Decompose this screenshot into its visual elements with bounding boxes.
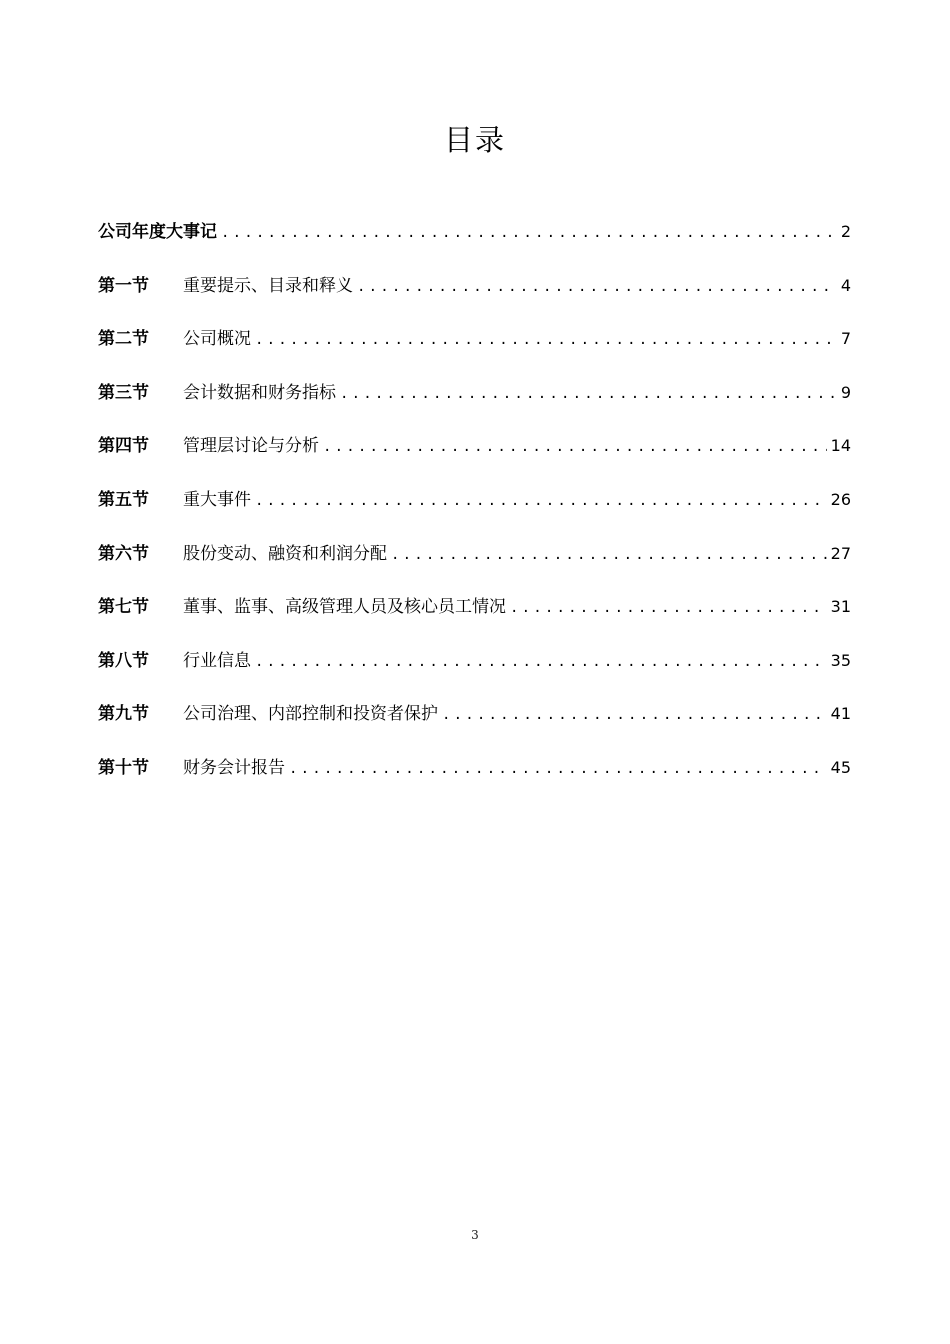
- toc-entry-page: 27: [830, 543, 851, 563]
- toc-entry[interactable]: [98, 537, 851, 591]
- toc-entry-page: 41: [830, 704, 851, 724]
- toc-leader-dots: [255, 484, 827, 518]
- toc-entry-page: 31: [830, 597, 851, 617]
- toc-entry-section: 第二节: [98, 329, 149, 350]
- toc-entry-page: 14: [830, 436, 851, 456]
- toc-leader-dots: [442, 698, 827, 732]
- toc-entry-page: 45: [830, 757, 851, 777]
- toc-entry-section: 第九节: [98, 704, 149, 725]
- toc-entry-title: 重要提示、目录和释义: [183, 275, 353, 296]
- toc-leader-dots: [340, 377, 837, 411]
- toc-entry[interactable]: [98, 697, 851, 751]
- toc-leader-dots: [255, 323, 837, 357]
- toc-entry[interactable]: [98, 376, 851, 430]
- toc-entry[interactable]: [98, 483, 851, 537]
- toc-entry-title: 公司治理、内部控制和投资者保护: [183, 704, 438, 725]
- toc-entry-title: 会计数据和财务指标: [183, 382, 336, 403]
- toc-entry-section: 第一节: [98, 275, 149, 296]
- toc-entry[interactable]: [98, 644, 851, 698]
- toc-entry-section: 第六节: [98, 543, 149, 564]
- toc-entry-section: 第四节: [98, 436, 149, 457]
- toc-entry-title: 董事、监事、高级管理人员及核心员工情况: [183, 597, 506, 618]
- toc-entry-section: 第五节: [98, 489, 149, 510]
- toc-entry-page: 7: [840, 329, 851, 349]
- toc-leader-dots: [255, 645, 827, 679]
- toc-entry[interactable]: [98, 590, 851, 644]
- toc-entry-title: 管理层讨论与分析: [183, 436, 319, 457]
- toc-entry-title: 重大事件: [183, 489, 251, 510]
- toc-leader-dots: [289, 752, 827, 786]
- toc-entry-page: 4: [840, 275, 851, 295]
- toc-entry-page: 26: [830, 489, 851, 509]
- toc-entry-page: 35: [830, 650, 851, 670]
- toc-entry-title: 股份变动、融资和利润分配: [183, 543, 387, 564]
- toc-entry-title: 公司概况: [183, 329, 251, 350]
- toc-entry[interactable]: [98, 322, 851, 376]
- toc-leader-dots: [221, 216, 837, 250]
- toc-entry-title: 财务会计报告: [183, 757, 285, 778]
- toc-entry[interactable]: [98, 269, 851, 323]
- toc-leader-dots: [357, 270, 837, 304]
- page-title: 目录: [443, 123, 506, 157]
- toc-entry-section: 第七节: [98, 597, 149, 618]
- toc-entry-section: 第八节: [98, 650, 149, 671]
- toc-entry[interactable]: [98, 751, 851, 805]
- toc-entry-section: 第三节: [98, 382, 149, 403]
- toc-entry-page: 2: [840, 222, 851, 241]
- page-number: 3: [471, 1228, 479, 1242]
- table-of-contents: [98, 215, 851, 805]
- toc-leader-dots: [391, 538, 827, 572]
- toc-entry-page: 9: [840, 382, 851, 402]
- toc-entry-title: 行业信息: [183, 650, 251, 671]
- toc-leader-dots: [510, 591, 827, 625]
- toc-entry[interactable]: [98, 429, 851, 483]
- toc-leader-dots: [323, 430, 827, 464]
- toc-entry-title: 公司年度大事记: [98, 222, 217, 242]
- toc-entry-section: 第十节: [98, 757, 149, 778]
- toc-entry[interactable]: [98, 215, 851, 269]
